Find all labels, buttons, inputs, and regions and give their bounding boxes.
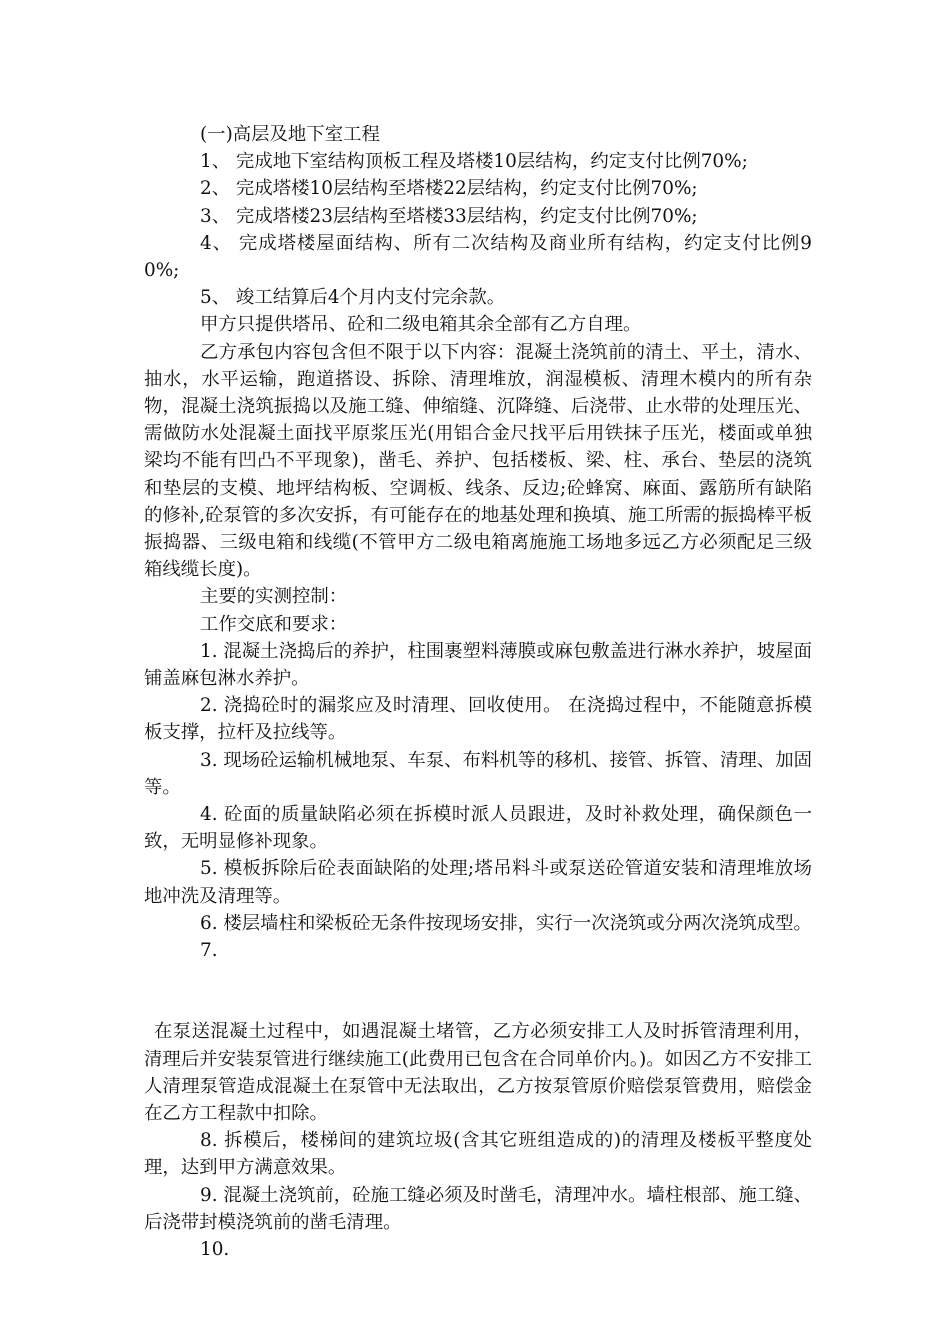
- supply-paragraph: 甲方只提供塔吊、砼和二级电箱其余全部有乙方自理。: [200, 314, 642, 336]
- payment-item-5: 5、 竣工结算后4个月内支付完余款。: [200, 287, 506, 309]
- requirement-item-8: 8. 拆模后，楼梯间的建筑垃圾(含其它班组造成的)的清理及楼板平整度处理，达到甲方满意效果。: [144, 1130, 812, 1179]
- payment-item-3: 3、 完成塔楼23层结构至塔楼33层结构，约定支付比例70%;: [200, 205, 698, 227]
- measurement-heading: 主要的实测控制：: [200, 586, 348, 608]
- requirements-heading: 工作交底和要求：: [200, 613, 348, 635]
- requirement-item-3: 3. 现场砼运输机械地泵、车泵、布料机等的移机、接管、拆管、清理、加固等。: [144, 749, 812, 798]
- requirement-item-6: 6. 楼层墙柱和梁板砼无条件按现场安排，实行一次浇筑或分两次浇筑成型。: [200, 912, 812, 934]
- requirement-item-2: 2. 浇捣砼时的漏浆应及时清理、回收使用。 在浇捣过程中，不能随意拆模板支撑，拉杆及拉线等。: [144, 695, 812, 744]
- scope-paragraph: 乙方承包内容包含但不限于以下内容：混凝土浇筑前的清土、平土，清水、抽水，水平运输，跑道搭设、拆除、清理堆放，润湿模板、清理木模内的所有杂物，混凝土浇筑振捣以及施工缝、伸缩缝、沉降缝、后浇带、止水带的处理压光、需做防水处混凝土面找平原浆压光(用铝合金尺找平后用铁抹子压光，楼面或单独梁均不能有凹凸不平现象)，凿毛、养护、包括楼板、梁、柱、承台、垫层的浇筑和垫层的支模、地坪结构板、空调板、线条、反边;砼蜂窝、麻面、露筋所有缺陷的修补,砼泵管的多次安拆，有可能存在的地基处理和换填、施工所需的振捣棒平板振捣器、三级电箱和线缆(不管甲方二级电箱离施施工场地多远乙方必须配足三级箱线缆长度)。: [144, 341, 812, 581]
- requirement-item-4: 4. 砼面的质量缺陷必须在拆模时派人员跟进，及时补救处理，确保颜色一致，无明显修补现象。: [144, 804, 812, 853]
- payment-item-2: 2、 完成塔楼10层结构至塔楼22层结构，约定支付比例70%;: [200, 178, 698, 200]
- section-heading: (一)高层及地下室工程: [200, 124, 380, 145]
- payment-item-4: 4、 完成塔楼屋面结构、所有二次结构及商业所有结构，约定支付比例90%;: [144, 232, 812, 282]
- requirement-item-1: 1. 混凝土浇捣后的养护，柱围裹塑料薄膜或麻包敷盖进行淋水养护，坡屋面铺盖麻包淋水养护。: [144, 640, 812, 690]
- requirement-item-10: 10.: [200, 1238, 230, 1260]
- requirement-item-5: 5. 模板拆除后砼表面缺陷的处理;塔吊料斗或泵送砼管道安装和清理堆放场地冲洗及清理等。: [144, 858, 812, 907]
- requirement-item-9: 9. 混凝土浇筑前，砼施工缝必须及时凿毛，清理冲水。墙柱根部、施工缝、后浇带封模浇筑前的凿毛清理。: [144, 1184, 812, 1233]
- payment-item-1: 1、 完成地下室结构顶板工程及塔楼10层结构，约定支付比例70%;: [200, 151, 748, 173]
- document-body: [144, 121, 812, 1263]
- requirement-item-7: 7.: [200, 940, 218, 962]
- blank-gap: [144, 964, 812, 1018]
- pump-blockage-paragraph: 在泵送混凝土过程中，如遇混凝土堵管，乙方必须安排工人及时拆管清理利用，清理后并安装泵管进行继续施工(此费用已包含在合同单价内。)。如因乙方不安排工人清理泵管造成混凝土在泵管中无法取出，乙方按泵管原价赔偿泵管费用，赔偿金在乙方工程款中扣除。: [144, 1021, 812, 1124]
